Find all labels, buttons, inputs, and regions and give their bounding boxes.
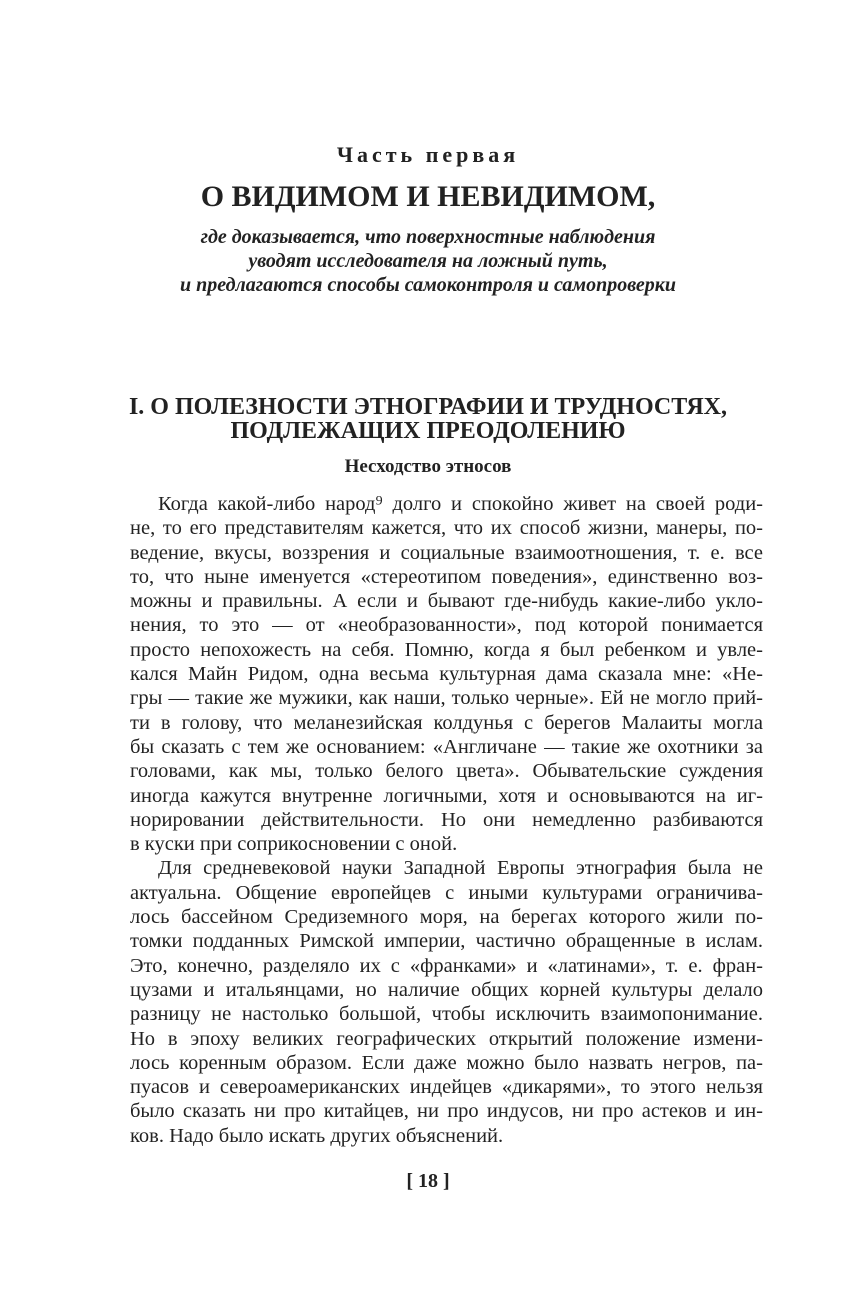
text-line: было сказать ни про китайцев, ни про индусов, ни про астеков и ин- bbox=[130, 1100, 763, 1123]
page-number: [ 18 ] bbox=[406, 1170, 450, 1192]
body-text bbox=[130, 492, 763, 1148]
part-label: Часть первая bbox=[336, 142, 520, 167]
text-line: лось коренным образом. Если даже можно было назвать негров, па- bbox=[130, 1051, 763, 1074]
part-subtitle-line: уводят исследователя на ложный путь, bbox=[248, 250, 608, 272]
paragraph bbox=[130, 856, 763, 1148]
chapter-title-line: I. О ПОЛЕЗНОСТИ ЭТНОГРАФИИ И ТРУДНОСТЯХ, bbox=[128, 394, 728, 420]
text-line: то, что ныне именуется «стереотипом поведения», единственно воз- bbox=[130, 565, 763, 588]
text-line: цузами и итальянцами, но наличие общих корней культуры делало bbox=[130, 978, 763, 1001]
text-line: разницу не настолько большой, чтобы исключить взаимопонимание. bbox=[130, 1003, 763, 1026]
text-line: Когда какой-либо народ⁹ долго и спокойно живет на своей роди- bbox=[158, 493, 763, 515]
text-line: головами, как мы, только белого цвета». Обывательские суждения bbox=[130, 760, 763, 783]
text-line: ков. Надо было искать других объяснений. bbox=[130, 1124, 504, 1147]
text-line: Но в эпоху великих географических открытий положение измени- bbox=[130, 1027, 763, 1050]
text-line: Это, конечно, разделяло их с «франками» и «латинами», т. е. фран- bbox=[130, 954, 763, 977]
text-line: лось бассейном Средиземного моря, на берегах которого жили по- bbox=[130, 906, 763, 929]
text-line: пуасов и североамериканских индейцев «дикарями», то этого нельзя bbox=[130, 1076, 763, 1099]
text-line: бы сказать с тем же основанием: «Англичане — такие же охотники за bbox=[130, 735, 763, 758]
text-line: норировании действительности. Но они немедленно разбиваются bbox=[130, 808, 763, 831]
text-line: ведение, вкусы, воззрения и социальные взаимоотношения, т. е. все bbox=[130, 541, 763, 564]
paragraph bbox=[130, 492, 763, 856]
text-line: гры — такие же мужики, как наши, только черные». Ей не могло прий- bbox=[130, 687, 763, 710]
text-line: актуальна. Общение европейцев с иными культурами ограничива- bbox=[130, 881, 763, 904]
section-title: Несходство этносов bbox=[344, 456, 512, 477]
text-line: ти в голову, что меланезийская колдунья с берегов Малаиты могла bbox=[130, 711, 763, 734]
chapter-title-line: ПОДЛЕЖАЩИХ ПРЕОДОЛЕНИЮ bbox=[230, 418, 626, 444]
text-line: томки подданных Римской империи, частично обращенные в ислам. bbox=[130, 930, 763, 953]
part-title: О ВИДИМОМ И НЕВИДИМОМ, bbox=[200, 180, 656, 213]
text-line: иногда кажутся внутренне логичными, хотя и основываются на иг- bbox=[130, 784, 763, 807]
text-line: нения, то это — от «необразованности», под которой понимается bbox=[130, 614, 763, 637]
text-line: не, то его представителям кажется, что их способ жизни, манеры, по- bbox=[130, 517, 763, 540]
part-subtitle-line: и предлагаются способы самоконтроля и самопроверки bbox=[179, 274, 677, 296]
text-line: кался Майн Ридом, одна весьма культурная дама сказала мне: «Не- bbox=[130, 663, 763, 686]
text-line: Для средневековой науки Западной Европы этнография была не bbox=[158, 857, 763, 880]
text-line: можны и правильны. А если и бывают где-нибудь какие-либо укло- bbox=[130, 590, 763, 613]
text-line: просто непохожесть на себя. Помню, когда я был ребенком и увле- bbox=[130, 638, 763, 661]
text-line: в куски при соприкосновении с оной. bbox=[130, 833, 458, 856]
part-subtitle-line: где доказывается, что поверхностные наблюдения bbox=[200, 226, 656, 248]
